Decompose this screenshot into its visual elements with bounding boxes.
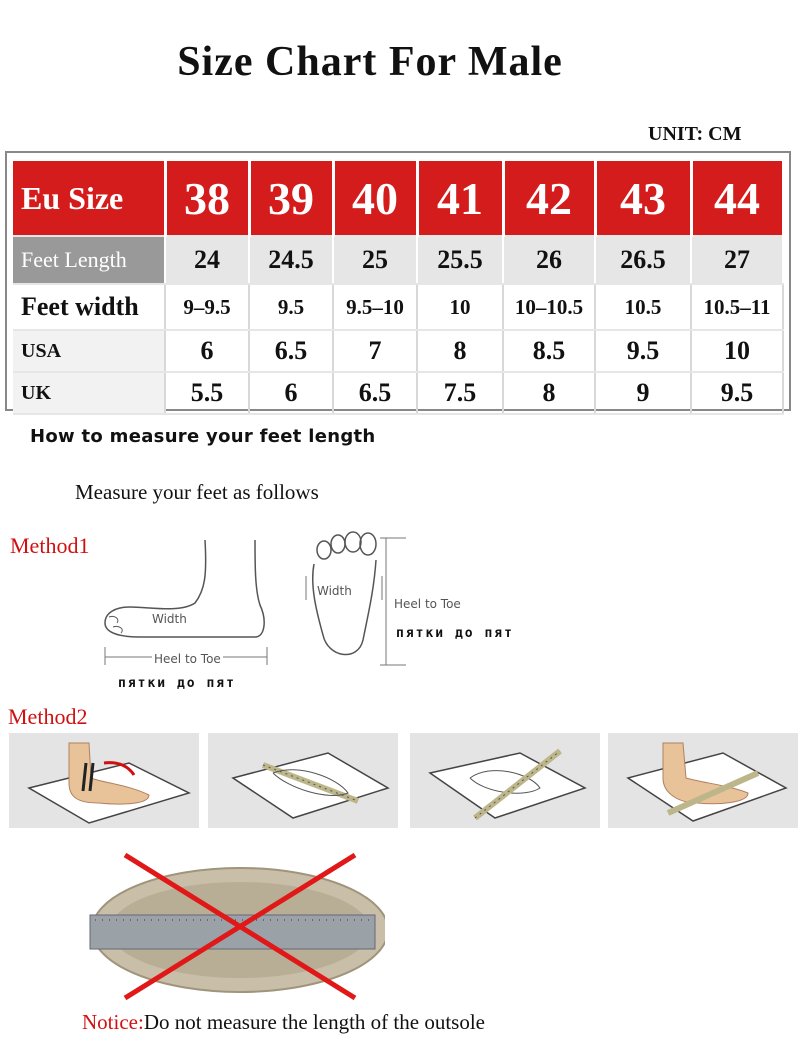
uk-cell: 6.5 xyxy=(333,372,417,414)
eu-cell: 41 xyxy=(417,161,503,236)
row-eu-size xyxy=(13,161,783,236)
usa-cell: 6.5 xyxy=(249,330,333,372)
row-usa xyxy=(13,330,783,372)
uk-cell: 5.5 xyxy=(165,372,249,414)
length-cell: 24.5 xyxy=(249,236,333,284)
usa-cell: 6 xyxy=(165,330,249,372)
howto-heading: How to measure your feet length xyxy=(30,426,376,447)
side-width-label: Width xyxy=(152,612,187,626)
uk-cell: 9 xyxy=(595,372,691,414)
uk-cell: 7.5 xyxy=(417,372,503,414)
uk-label: UK xyxy=(13,372,165,414)
notice-text xyxy=(82,1010,485,1035)
top-ru-label: пятки до пят xyxy=(396,626,514,641)
usa-cell: 8 xyxy=(417,330,503,372)
uk-cell: 9.5 xyxy=(691,372,783,414)
step3-image xyxy=(410,733,600,828)
eu-cell: 42 xyxy=(503,161,595,236)
width-cell: 9–9.5 xyxy=(165,284,249,330)
outsole-photo xyxy=(85,850,385,1005)
notice-prefix: Notice: xyxy=(82,1010,144,1034)
length-cell: 25.5 xyxy=(417,236,503,284)
length-cell: 25 xyxy=(333,236,417,284)
unit-label: UNIT: CM xyxy=(648,123,742,145)
eu-size-label: Eu Size xyxy=(13,161,165,236)
step2-image xyxy=(208,733,398,828)
eu-cell: 38 xyxy=(165,161,249,236)
length-cell: 26.5 xyxy=(595,236,691,284)
row-feet-width xyxy=(13,284,783,330)
usa-cell: 7 xyxy=(333,330,417,372)
eu-cell: 39 xyxy=(249,161,333,236)
step4-image xyxy=(608,733,798,828)
uk-cell: 8 xyxy=(503,372,595,414)
usa-label: USA xyxy=(13,330,165,372)
page-title: Size Chart For Male xyxy=(177,39,563,85)
side-ru-label: пятки до пят xyxy=(118,676,236,691)
feet-length-label: Feet Length xyxy=(13,236,165,284)
width-cell: 10 xyxy=(417,284,503,330)
length-cell: 27 xyxy=(691,236,783,284)
uk-cell: 6 xyxy=(249,372,333,414)
row-uk xyxy=(13,372,783,414)
length-cell: 24 xyxy=(165,236,249,284)
width-cell: 10.5–11 xyxy=(691,284,783,330)
top-width-label: Width xyxy=(317,584,352,598)
width-cell: 10–10.5 xyxy=(503,284,595,330)
feet-width-label: Feet width xyxy=(13,284,165,330)
top-heel-label: Heel to Toe xyxy=(394,597,461,611)
side-heel-label: Heel to Toe xyxy=(154,652,221,666)
eu-cell: 44 xyxy=(691,161,783,236)
notice-body: Do not measure the length of the outsole xyxy=(143,1010,485,1034)
width-cell: 9.5–10 xyxy=(333,284,417,330)
side-foot-illustration xyxy=(95,535,285,670)
usa-cell: 8.5 xyxy=(503,330,595,372)
eu-cell: 40 xyxy=(333,161,417,236)
width-cell: 10.5 xyxy=(595,284,691,330)
measure-text: Measure your feet as follows xyxy=(75,480,319,504)
usa-cell: 9.5 xyxy=(595,330,691,372)
eu-cell: 43 xyxy=(595,161,691,236)
row-feet-length xyxy=(13,236,783,284)
step1-image xyxy=(9,733,199,828)
length-cell: 26 xyxy=(503,236,595,284)
usa-cell: 10 xyxy=(691,330,783,372)
method2-label: Method2 xyxy=(8,704,88,729)
width-cell: 9.5 xyxy=(249,284,333,330)
size-chart-table xyxy=(5,151,791,411)
method1-label: Method1 xyxy=(10,533,90,558)
